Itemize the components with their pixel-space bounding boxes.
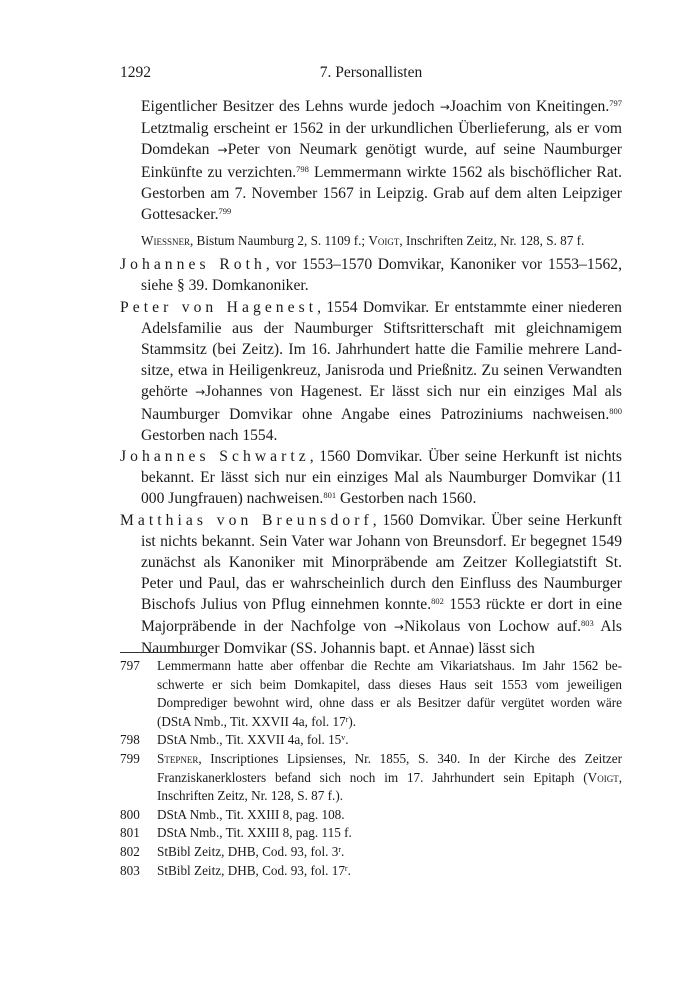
entry-matthias-von-breunsdorf: Matthias von Breunsdorf, 1560 Domvikar. Über seine Herkunft ist nichts bekannt. Sein Vater war Johann von Breunsdorf. Er begegnet 1549 zunächst als Kanoniker mit Minorpräbende am Zeitzer Kollegiatstift St. Peter und Paul, das er wahrscheinlich durch den Einfluss des Naumburger Bischofs Julius von Pflug einnehmen konnte.$^{802}$ 1553 rückte er dort in eine Majorpräbende in der Nachfolge von →Nikolaus von Lochow auf.$^{803}$ Als Naumburger Domvikar (SS. Johannis bapt. et Annae) lässt sich bbox=[120, 511, 623, 657]
entry-name: Matthias von Breunsdorf bbox=[120, 511, 373, 529]
footnote-number: 797 bbox=[120, 658, 140, 673]
footnote-number: 798 bbox=[120, 732, 140, 748]
footnote-ref-797[interactable]: 797 bbox=[609, 98, 622, 108]
footnote-number: 802 bbox=[120, 843, 140, 859]
footnotes bbox=[120, 657, 622, 880]
footnote-number: 800 bbox=[120, 806, 140, 822]
cross-reference-arrow-icon: → bbox=[195, 385, 206, 400]
footnote-number: 799 bbox=[120, 750, 140, 766]
cross-reference-arrow-icon: → bbox=[217, 143, 228, 158]
footnote-798: 798 DStA Nmb., Tit. XXVII 4a, fol. 15$^v$. bbox=[120, 731, 622, 750]
cross-reference-arrow-icon: → bbox=[393, 619, 404, 634]
entry-name: Johannes Schwartz bbox=[120, 448, 310, 466]
footnote-802: 802 StBibl Zeitz, DHB, Cod. 93, fol. 3$^r$. bbox=[120, 843, 622, 862]
entry-name: Johannes Roth bbox=[120, 256, 266, 274]
entry-name: Peter von Hagenest bbox=[120, 298, 318, 316]
footnote-ref-798[interactable]: 798 bbox=[296, 163, 309, 174]
footnote-ref-803[interactable]: 803 bbox=[580, 617, 594, 628]
page-header bbox=[120, 64, 622, 86]
entry-peter-von-hagenest: Peter von Hagenest, 1554 Domvikar. Er entstammte einer niederen Adelsfamilie aus der Naumburger Stiftsritterschaft mit gleichnamigem Stammsitz (bei Zeitz). Im 16. Jahrhundert hatte die Familie mehrere Landsitze, etwa in Heiligenkreuz, Janisroda und Prießnitz. Zu seinen Verwandten gehörte →Johannes von Hagenest. Er lässt sich nur ein einziges Mal als Naumburger Domvikar ohne Angabe eines Patroziniums nachweisen.$^{800}$ Gestorben nach 1554. bbox=[120, 298, 622, 444]
cross-reference-arrow-icon: → bbox=[439, 100, 450, 114]
footnote-800: 800 DStA Nmb., Tit. XXIII 8, pag. 108. bbox=[120, 806, 622, 825]
footnote-ref-802[interactable]: 802 bbox=[431, 596, 444, 607]
footnote-divider bbox=[120, 652, 200, 653]
entry-johannes-roth: Johannes Roth, vor 1553–1570 Domvikar, Kanoniker vor 1553–1562, siehe § 39. Domkanoniker. bbox=[120, 256, 622, 295]
entry-continuation: Eigentlicher Besitzer des Lehns wurde jedoch →Joachim von Kneitingen.$^{797}$ Letztmalig erscheint er 1562 in der urkundlichen Überlieferung, als er vom Domdekan →Peter von Neumark genötigt wurde, auf seine Naumburger Einkünfte zu verzichten.$^{798}$ Lemmermann wirkte 1562 als bischöflicher Rat. Gestorben am 7. November 1567 in Leipzig. Grab auf dem alten Leipziger Gottesacker.$^{799}$ bbox=[141, 98, 622, 224]
footnote-ref-801[interactable]: 801 bbox=[323, 490, 337, 501]
footnote-number: 801 bbox=[120, 825, 140, 841]
running-title: 7. Personallisten bbox=[319, 64, 423, 81]
footnote-797: 797 Lemmermann hatte aber offenbar die Rechte am Vikariatshaus. Im Jahr 1562 beschwerte er sich beim Domkapitel, dass dieses Haus seit 1553 vom jeweiligen Domprediger bewohnt wird, ohne dass er als Besitzer dafür vergütet worden wäre (DStA Nmb., Tit. XXVII 4a, fol. 17$^r$). bbox=[120, 658, 622, 729]
main-text bbox=[120, 96, 622, 659]
footnote-ref-800[interactable]: 800 bbox=[609, 405, 622, 416]
footnote-803: 803 StBibl Zeitz, DHB, Cod. 93, fol. 17$^r$. bbox=[120, 862, 622, 881]
footnote-801: 801 DStA Nmb., Tit. XXIII 8, pag. 115 f. bbox=[120, 824, 622, 843]
footnote-799: 799 Stepner, Inscriptiones Lipsienses, Nr. 1855, S. 340. In der Kirche des Zeitzer Franziskanerklosters befand sich noch im 17. Jahrhundert sein Epitaph (Voigt, Inschriften Zeitz, Nr. 128, S. 87 f.). bbox=[120, 750, 622, 804]
footnote-ref-799[interactable]: 799 bbox=[218, 206, 232, 217]
footnote-number: 803 bbox=[120, 862, 140, 878]
literature-reference: Wiessner, Bistum Naumburg 2, S. 1109 f.; Voigt, Inschriften Zeitz, Nr. 128, S. 87 f. bbox=[141, 233, 585, 249]
page-number: 1292 bbox=[120, 64, 151, 81]
entry-johannes-schwartz: Johannes Schwartz, 1560 Domvikar. Über seine Herkunft ist nichts bekannt. Er lässt sich nur ein einziges Mal als Naumburger Domvikar (11 000 Jungfrauen) nachweisen.$^{801}$ Gestorben nach 1560. bbox=[120, 448, 622, 508]
